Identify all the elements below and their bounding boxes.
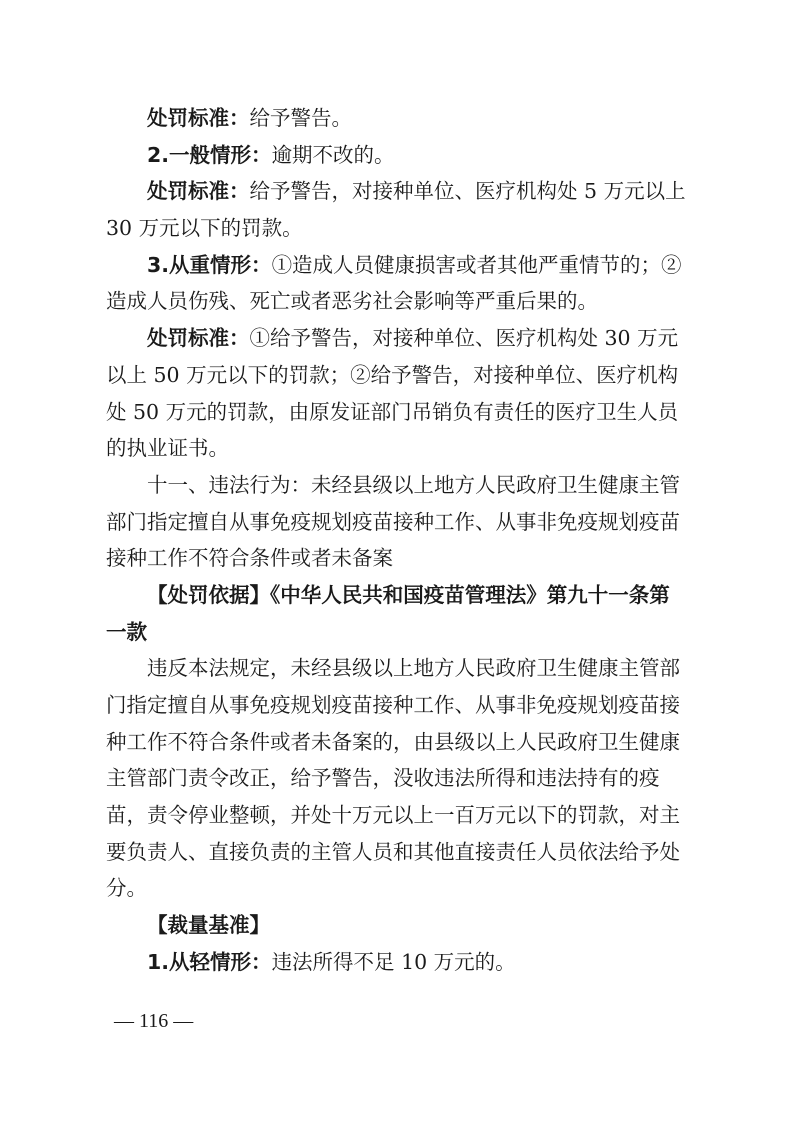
line-text: 门指定擅自从事免疫规划疫苗接种工作、从事非免疫规划疫苗接 xyxy=(106,693,680,717)
penalty-standard-line xyxy=(106,100,696,137)
body-line xyxy=(106,870,696,907)
line-text: 违反本法规定，未经县级以上地方人民政府卫生健康主管部 xyxy=(147,656,680,681)
line-text: 的执业证书。 xyxy=(106,436,229,461)
line-label: 1.从轻情形： xyxy=(147,949,272,974)
body-line xyxy=(106,210,696,247)
discretion-heading xyxy=(106,907,696,944)
light-case-line xyxy=(106,944,696,981)
document-body xyxy=(106,100,696,981)
body-line xyxy=(106,797,696,834)
line-label: 3.从重情形： xyxy=(147,252,272,277)
line-text: 主管部门责令改正，给予警告，没收违法所得和违法持有的疫 xyxy=(106,766,660,791)
line-text: 造成人员伤残、死亡或者恶劣社会影响等严重后果的。 xyxy=(106,289,598,314)
line-label: 2.一般情形： xyxy=(147,142,272,167)
body-line xyxy=(106,834,696,871)
line-text: ①给予警告，对接种单位、医疗机构处 30 万元 xyxy=(249,326,679,351)
body-line xyxy=(106,687,696,724)
line-text: 接种工作不符合条件或者未备案 xyxy=(106,546,393,571)
heading-text: 【处罚依据】《中华人民共和国疫苗管理法》第九十一条第 xyxy=(147,582,670,607)
violation-heading-line xyxy=(106,467,696,504)
body-line xyxy=(106,760,696,797)
line-text: 处 50 万元的罚款，由原发证部门吊销负有责任的医疗卫生人员 xyxy=(106,399,679,424)
heading-text: 【裁量基准】 xyxy=(147,913,270,938)
line-text: 十一、违法行为：未经县级以上地方人民政府卫生健康主管 xyxy=(147,472,680,497)
line-text: 30 万元以下的罚款。 xyxy=(106,216,303,241)
general-case-line xyxy=(106,137,696,174)
body-line xyxy=(106,430,696,467)
body-line xyxy=(106,394,696,431)
line-text: 要负责人、直接负责的主管人员和其他直接责任人员依法给予处 xyxy=(106,839,680,864)
body-line xyxy=(106,283,696,320)
line-text: 给予警告。 xyxy=(249,106,352,130)
line-text: 苗，责令停业整顿，并处十万元以上一百万元以下的罚款，对主 xyxy=(106,803,680,828)
body-line xyxy=(106,504,696,541)
line-text: 逾期不改的。 xyxy=(271,142,395,167)
line-text: ①造成人员健康损害或者其他严重情节的；② xyxy=(271,252,682,277)
body-line xyxy=(106,540,696,577)
line-label: 处罚标准： xyxy=(147,326,250,351)
penalty-basis-heading xyxy=(106,577,696,614)
line-label: 处罚标准： xyxy=(147,179,250,204)
line-text: 种工作不符合条件或者未备案的，由县级以上人民政府卫生健康 xyxy=(106,729,680,754)
line-text: 部门指定擅自从事免疫规划疫苗接种工作、从事非免疫规划疫苗 xyxy=(106,509,680,534)
severe-case-line xyxy=(106,247,696,284)
line-text: 分。 xyxy=(106,876,147,901)
line-label: 处罚标准： xyxy=(147,106,250,130)
body-line xyxy=(106,650,696,687)
body-line xyxy=(106,357,696,394)
body-line xyxy=(106,724,696,761)
line-text: 违法所得不足 10 万元的。 xyxy=(271,949,516,974)
heading-text: 一款 xyxy=(106,619,147,644)
line-text: 给予警告，对接种单位、医疗机构处 5 万元以上 xyxy=(249,179,686,204)
page-number: — 116 — xyxy=(114,1010,194,1032)
penalty-standard-line xyxy=(106,173,696,210)
line-text: 以上 50 万元以下的罚款；②给予警告，对接种单位、医疗机构 xyxy=(106,362,679,387)
penalty-standard-line xyxy=(106,320,696,357)
penalty-basis-heading-cont xyxy=(106,614,696,651)
